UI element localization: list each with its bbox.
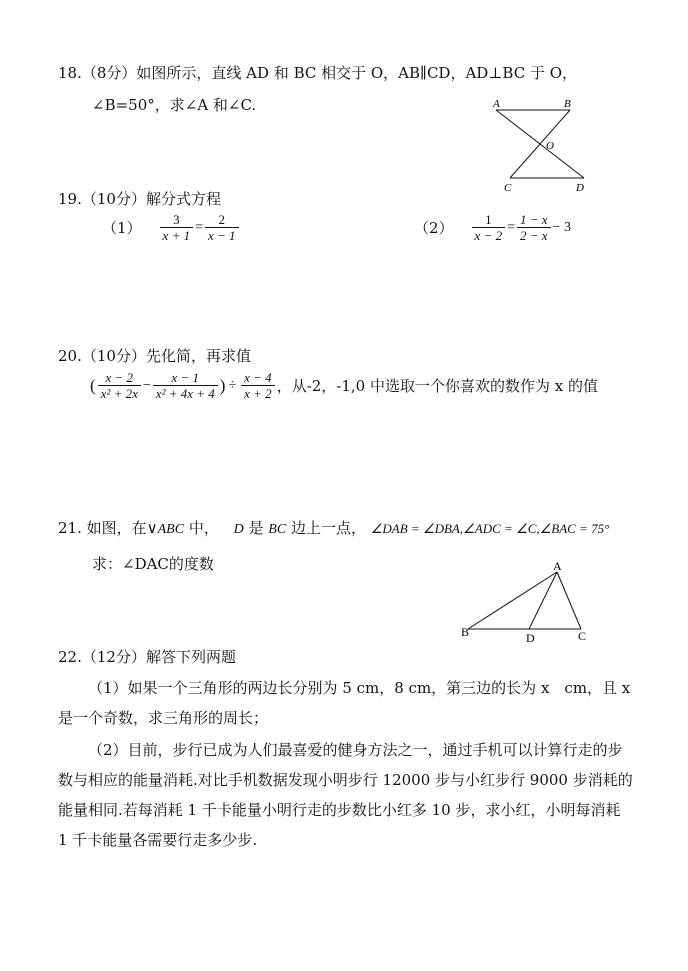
- q22-part1: （1）如果一个三角形的两边长分别为 5 cm，8 cm，第三边的长为 x cm，且 x 是一个奇数，求三角形的周长；: [58, 679, 631, 727]
- fraction-numerator: 1: [485, 212, 492, 227]
- minus-three: − 3: [552, 219, 571, 235]
- q19-part1-label: （1）: [102, 219, 142, 237]
- q21-text-a: 21. 如图，在∨: [58, 519, 158, 537]
- fraction-numerator: x − 4: [244, 370, 272, 385]
- fraction-denominator: x² + 4x + 4: [153, 385, 218, 401]
- q19-part1: [102, 212, 241, 243]
- q19-title: 19.（10分）解分式方程: [58, 190, 221, 208]
- label-a: A: [493, 98, 500, 110]
- divide-sign: ÷: [228, 377, 237, 393]
- label-b: B: [564, 98, 571, 110]
- equals-sign: =: [507, 219, 515, 235]
- segment-ac: [557, 572, 581, 629]
- q18-line1: 18.（8分）如图所示，直线 AD 和 BC 相交于 O，AB∥CD，AD⊥BC 于 O，: [58, 64, 578, 82]
- q21-triangle-name: ABC: [157, 522, 185, 537]
- q21-conditions: ∠DAB = ∠DBA,∠ADC = ∠C,∠BAC = 75°: [370, 521, 610, 536]
- segment-bc: [510, 110, 570, 178]
- q22-title: 22.（12分）解答下列两题: [58, 648, 236, 666]
- q22-part2: （2）目前，步行已成为人们最喜爱的健身方法之一，通过手机可以计算行走的步数与相应的能量消耗.对比手机数据发现小明步行 12000 步与小红步行 9000 步消耗的能量相同.若每消耗 1 千卡能量小明行走的步数比小红多 10 步，求小红，小明每消耗 1 千卡能量各需要行走多少步.: [58, 741, 633, 849]
- fraction-numerator: 1 − x: [520, 212, 548, 227]
- q20-fraction-2: [153, 370, 218, 401]
- q20-fraction-1: [98, 370, 141, 401]
- q21-text-c: 中，: [184, 519, 219, 537]
- fraction-denominator: 2 − x: [517, 227, 551, 243]
- q19-part2-label: （2）: [414, 219, 454, 237]
- q20-fraction-3: [241, 370, 275, 401]
- q21-line2: 求：∠DAC的度数: [92, 555, 214, 573]
- q19-part1-left-fraction: [160, 212, 194, 243]
- q19-part2-left-fraction: [472, 212, 506, 243]
- fraction-numerator: 2: [218, 212, 226, 227]
- fraction-denominator: x² + 2x: [98, 385, 141, 401]
- label-d: D: [526, 631, 535, 645]
- q20-instruction: ，从-2，-1,0 中选取一个你喜欢的数作为 x 的值: [276, 377, 598, 395]
- q19-part1-right-fraction: [205, 212, 239, 243]
- q18-figure: [488, 96, 592, 196]
- q21-line1: [58, 517, 609, 538]
- segment-ab: [468, 572, 557, 629]
- label-c: C: [504, 182, 512, 194]
- fraction-numerator: x − 2: [105, 370, 134, 385]
- label-a: A: [553, 559, 562, 573]
- q20-expression: [90, 370, 598, 401]
- q20-title: 20.（10分）先化简，再求值: [58, 347, 251, 365]
- q21-text-e: 是: [243, 519, 269, 537]
- fraction-numerator: 3: [173, 212, 180, 227]
- q21-point-d: D: [233, 522, 244, 537]
- equals-sign: =: [195, 219, 203, 235]
- label-b: B: [461, 625, 470, 639]
- fraction-denominator: x + 2: [241, 385, 275, 401]
- label-d: D: [576, 182, 584, 194]
- q21-segment-bc: BC: [268, 522, 287, 537]
- label-c: C: [578, 629, 587, 643]
- label-o: O: [546, 140, 554, 152]
- q21-figure: [456, 556, 596, 646]
- fraction-denominator: x − 2: [472, 227, 506, 243]
- minus-sign: −: [142, 377, 151, 393]
- fraction-denominator: x + 1: [160, 227, 194, 243]
- q19-part2: [414, 212, 571, 243]
- fraction-numerator: x − 1: [171, 370, 200, 385]
- q18-line2: ∠B=50°，求∠A 和∠C.: [92, 96, 257, 114]
- close-paren: ): [219, 375, 226, 395]
- open-paren: (: [90, 375, 96, 395]
- q21-text-g: 边上一点，: [286, 519, 366, 537]
- fraction-denominator: x − 1: [205, 227, 239, 243]
- q19-part2-right-fraction: [517, 212, 551, 243]
